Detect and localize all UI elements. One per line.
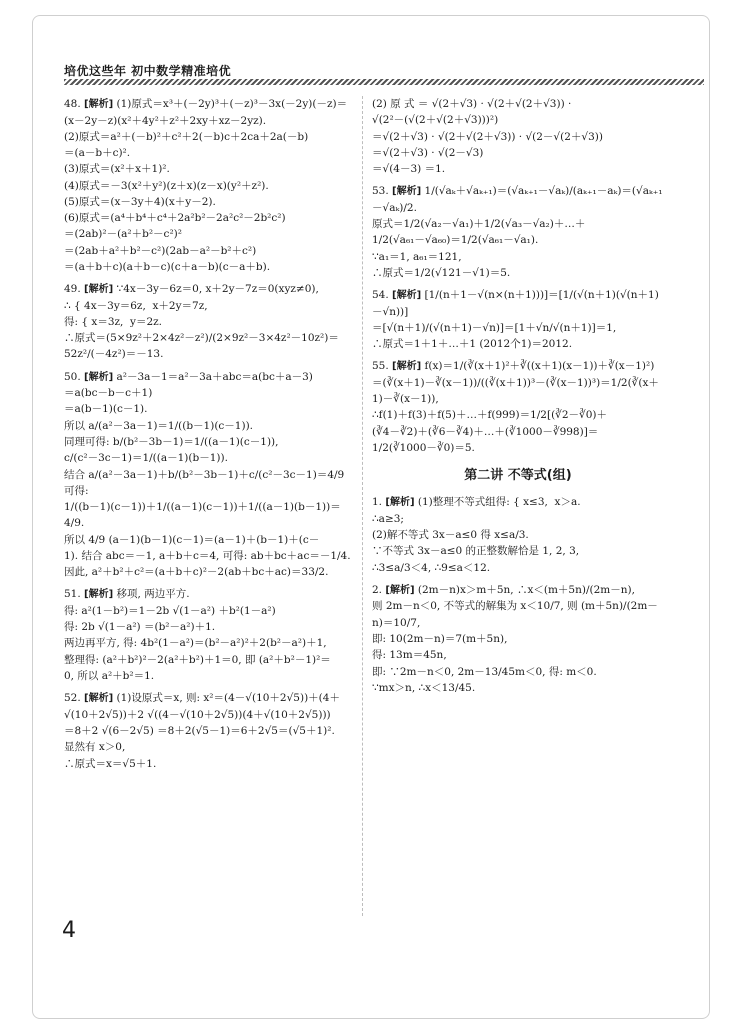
solution-line bbox=[64, 450, 354, 466]
solution-line bbox=[372, 582, 664, 599]
solution-line bbox=[64, 385, 354, 401]
solution-line bbox=[64, 723, 354, 739]
solution-line bbox=[64, 210, 354, 226]
solution-text: ＝[√(n＋1)/(√(n＋1)－√n)]＝[1＋√n/√(n＋1)]＝1, bbox=[372, 321, 617, 334]
solution-text: ∴原式＝x＝√5＋1. bbox=[64, 757, 157, 770]
solution-line bbox=[64, 161, 354, 177]
solution-text: 1/2(√a₆₁－√a₆₀)＝1/2(√a₆₁－√a₁). bbox=[372, 234, 539, 247]
solution-line bbox=[64, 499, 354, 532]
solution-text: f(x)＝1/(∛(x＋1)²＋∛((x＋1)(x－1))＋∛(x－1)²) bbox=[424, 360, 655, 373]
solution-text: ∴ { 4x－3y＝6z, x＋2y＝7z, bbox=[64, 299, 208, 312]
solution-line bbox=[372, 631, 664, 647]
solution-line bbox=[372, 440, 664, 456]
solution-line bbox=[64, 467, 354, 500]
solution-line bbox=[64, 635, 354, 651]
solution-line bbox=[372, 511, 664, 527]
solution-line bbox=[64, 548, 354, 564]
solution-line bbox=[372, 598, 664, 631]
problem-52-part2 bbox=[372, 96, 664, 177]
solution-line bbox=[64, 690, 354, 707]
solution-text: √(10＋2√5))＋2 √((4－√(10＋2√5))(4＋√(10＋2√5))) bbox=[64, 708, 331, 721]
page-header bbox=[64, 62, 704, 88]
solution-text: (1)设原式＝x, 则: x²＝(4－√(10＋2√5))＋(4＋ bbox=[116, 692, 340, 705]
solution-text: ＝a(bc－b－c＋1) bbox=[64, 387, 153, 400]
solution-text: 1). 结合 abc＝－1, a＋b＋c＝4, 可得: ab＋bc＋ac＝－1/4. bbox=[64, 549, 351, 562]
solution-text: ＝(a－b＋c)². bbox=[64, 147, 131, 160]
solution-line bbox=[64, 434, 354, 450]
solution-text: (∛4－∛2)＋(∛6－∛4)＋…＋(∛1000－∛998)]＝ bbox=[372, 425, 599, 438]
solution-line bbox=[372, 161, 664, 177]
solution-line bbox=[64, 113, 354, 129]
solution-line bbox=[64, 369, 354, 386]
solution-text: 原式＝1/2(√a₂－√a₁)＋1/2(√a₃－√a₂)＋…＋ bbox=[372, 218, 586, 231]
solution-line bbox=[372, 664, 664, 680]
solution-line bbox=[372, 216, 664, 232]
solution-line bbox=[372, 494, 664, 511]
solution-line bbox=[64, 564, 354, 580]
problem-number: 48. bbox=[64, 98, 81, 110]
solution-line bbox=[372, 527, 664, 543]
analysis-tag: [解析] bbox=[385, 584, 415, 596]
problem-52 bbox=[64, 690, 354, 772]
solution-line bbox=[64, 259, 354, 275]
problem-number: 1. bbox=[372, 496, 383, 509]
solution-text: ∴原式＝1/2(√121－√1)＝5. bbox=[372, 266, 511, 279]
solution-line bbox=[64, 619, 354, 635]
analysis-tag: [解析] bbox=[84, 284, 114, 296]
problem-number: 52. bbox=[64, 692, 81, 705]
solution-line bbox=[372, 265, 664, 281]
solution-line bbox=[64, 707, 354, 723]
solution-line bbox=[64, 298, 354, 314]
analysis-tag: [解析] bbox=[385, 497, 415, 509]
solution-line bbox=[372, 375, 664, 408]
problem-number: 54. bbox=[372, 289, 389, 302]
solution-text: (2) 原 式 ＝ √(2＋√3) · √(2＋√(2＋√3)) · bbox=[372, 98, 572, 110]
solution-line bbox=[64, 603, 354, 619]
solution-line bbox=[372, 336, 664, 352]
problem-number: 49. bbox=[64, 283, 81, 296]
solution-line bbox=[64, 281, 354, 298]
problem-number: 51. bbox=[64, 588, 81, 601]
solution-text: ＝(2ab)²－(a²＋b²－c²)² bbox=[64, 228, 182, 241]
problem-number: 50. bbox=[64, 370, 81, 383]
problem-number: 2. bbox=[372, 583, 383, 596]
problem-49 bbox=[64, 281, 354, 363]
solution-line bbox=[64, 96, 354, 113]
analysis-tag: [解析] bbox=[392, 361, 422, 373]
analysis-tag: [解析] bbox=[84, 693, 114, 705]
solution-text: (3)原式＝(x²＋x＋1)². bbox=[64, 163, 170, 176]
solution-text: 0, 所以 a²＋b²＝1. bbox=[64, 669, 155, 682]
solution-line bbox=[64, 401, 354, 417]
solution-text: 结合 a/(a²－3a－1)＋b/(b²－3b－1)＋c/(c²－3c－1)＝4/9 可得: bbox=[64, 468, 348, 497]
solution-line bbox=[372, 424, 664, 440]
solution-text: 得: 13m＝45n, bbox=[372, 649, 447, 662]
problem-53 bbox=[372, 183, 664, 281]
solution-line bbox=[64, 418, 354, 434]
solution-text: (x－2y－z)(x²＋4y²＋z²＋2xy＋xz－2yz). bbox=[64, 114, 267, 127]
solution-line bbox=[64, 178, 354, 194]
solution-text: ＝√(2＋√3) · √(2＋√(2＋√3)) · √(2－√(2＋√3)) bbox=[372, 130, 603, 143]
solution-text: 移项, 两边平方. bbox=[116, 588, 190, 601]
solution-text: ∴原式＝(5×9z²＋2×4z²－z²)/(2×9z²－3×4z²－10z²)＝52z²/(－4z²)＝－13. bbox=[64, 332, 339, 361]
inequality-problem-1 bbox=[372, 494, 664, 576]
solution-line bbox=[372, 358, 664, 375]
solution-line bbox=[64, 314, 354, 330]
solution-line bbox=[64, 226, 354, 242]
analysis-tag: [解析] bbox=[84, 589, 114, 601]
problem-number: 55. bbox=[372, 360, 389, 373]
solution-text: (6)原式＝(a⁴＋b⁴＋c⁴＋2a²b²－2a²c²－2b²c²) bbox=[64, 212, 286, 225]
solution-text: (5)原式＝(x－3y＋4)(x＋y－2). bbox=[64, 195, 216, 208]
solution-line bbox=[372, 129, 664, 145]
solution-text: 则 2m－n＜0, 不等式的解集为 x＜10/7, 则 (m＋5n)/(2m－n)＝10/7, bbox=[372, 600, 658, 629]
section-title: 第二讲 不等式(组) bbox=[464, 468, 572, 484]
analysis-tag: [解析] bbox=[392, 290, 422, 302]
solution-text: (2m－n)x＞m＋5n, ∴x＜(m＋5n)/(2m－n), bbox=[417, 583, 635, 596]
solution-line bbox=[64, 652, 354, 668]
solution-line bbox=[372, 320, 664, 336]
analysis-tag: [解析] bbox=[392, 186, 422, 198]
solution-text: 整理得: (a²＋b²)²－2(a²＋b²)＋1＝0, 即 (a²＋b²－1)²＝ bbox=[64, 653, 331, 666]
problem-55 bbox=[372, 358, 664, 456]
analysis-tag: [解析] bbox=[84, 99, 114, 110]
solution-text: 即: ∵2m－n＜0, 2m－13/45m＜0, 得: m＜0. bbox=[372, 665, 597, 678]
solution-line bbox=[372, 647, 664, 663]
solution-text: 得: { x＝3z, y＝2z. bbox=[64, 315, 163, 328]
solution-text: ∵4x－3y－6z＝0, x＋2y－7z＝0(xyz≠0), bbox=[116, 283, 319, 296]
header-hatch-rule bbox=[64, 79, 704, 85]
solution-text: (4)原式＝－3(x²＋y²)(z＋x)(z－x)(y²＋z²). bbox=[64, 179, 269, 192]
solution-text: (2)解不等式 3x－a≤0 得 x≤a/3. bbox=[372, 529, 529, 542]
inequality-problem-2 bbox=[372, 582, 664, 696]
solution-line bbox=[372, 249, 664, 265]
solution-line bbox=[372, 560, 664, 576]
solution-line bbox=[64, 668, 354, 684]
solution-line bbox=[64, 532, 354, 548]
solution-text: (1)整理不等式组得: { x≤3, x＞a. bbox=[417, 496, 581, 509]
solution-line bbox=[372, 96, 664, 112]
solution-text: ∵mx＞n, ∴x＜13/45. bbox=[372, 681, 476, 694]
solution-line bbox=[64, 330, 354, 363]
solution-text: ＝√(2＋√3) · √(2－√3) bbox=[372, 146, 484, 159]
left-column bbox=[64, 96, 354, 778]
solution-text: (2)原式＝a²＋(－b)²＋c²＋2(－b)c＋2ca＋2a(－b) bbox=[64, 130, 309, 143]
solution-text: ＝(2ab＋a²＋b²－c²)(2ab－a²－b²＋c²) bbox=[64, 244, 257, 257]
solution-line bbox=[372, 232, 664, 248]
solution-line bbox=[372, 183, 664, 216]
solution-line bbox=[64, 129, 354, 145]
solution-text: 得: a²(1－b²)＝1－2b √(1－a²) ＋b²(1－a²) bbox=[64, 604, 276, 617]
problem-50 bbox=[64, 369, 354, 581]
solution-line bbox=[372, 145, 664, 161]
solution-text: 因此, a²＋b²＋c²＝(a＋b＋c)²－2(ab＋bc＋ac)＝33/2. bbox=[64, 566, 329, 579]
solution-text: a²－3a－1＝a²－3a＋abc＝a(bc＋a－3) bbox=[116, 370, 313, 383]
solution-line bbox=[64, 145, 354, 161]
solution-text: 两边再平方, 得: 4b²(1－a²)＝(b²－a²)²＋2(b²－a²)＋1, bbox=[64, 637, 327, 650]
solution-text: 1/(√aₖ＋√aₖ₊₁)＝(√aₖ₊₁－√aₖ)/(aₖ₊₁－aₖ)＝(√aₖ₊₁－√aₖ)/2. bbox=[372, 185, 663, 214]
header-title: 培优这些年 初中数学精准培优 bbox=[64, 64, 232, 78]
right-column bbox=[372, 96, 664, 702]
solution-text: 显然有 x＞0, bbox=[64, 741, 126, 754]
problem-48 bbox=[64, 96, 354, 275]
solution-text: ＝(a＋b＋c)(a＋b－c)(c＋a－b)(c－a＋b). bbox=[64, 260, 271, 273]
solution-text: 同理可得: b/(b²－3b－1)＝1/((a－1)(c－1)), bbox=[64, 436, 279, 449]
solution-text: 1/2(∛1000－∛0)＝5. bbox=[372, 442, 475, 455]
solution-line bbox=[64, 586, 354, 603]
solution-text: 所以 a/(a²－3a－1)＝1/((b－1)(c－1)). bbox=[64, 419, 254, 432]
solution-text: (1)原式＝x³＋(－2y)³＋(－z)³－3x(－2y)(－z)＝ bbox=[116, 98, 348, 110]
solution-text: ＝8＋2 √(6－2√5) ＝8＋2(√5－1)＝6＋2√5＝(√5＋1)². bbox=[64, 725, 335, 737]
solution-text: ∴f(1)＋f(3)＋f(5)＋…＋f(999)＝1/2[(∛2－∛0)＋ bbox=[372, 409, 608, 422]
column-divider bbox=[362, 96, 363, 916]
solution-line bbox=[372, 287, 664, 320]
solution-line bbox=[372, 407, 664, 423]
problem-number: 53. bbox=[372, 185, 389, 198]
problem-54 bbox=[372, 287, 664, 352]
analysis-tag: [解析] bbox=[84, 371, 114, 383]
solution-text: ＝√(4－3) ＝1. bbox=[372, 163, 446, 176]
solution-text: 所以 4/9 (a－1)(b－1)(c－1)＝(a－1)＋(b－1)＋(c－ bbox=[64, 533, 320, 546]
solution-text: ∵a₁＝1, a₆₁＝121, bbox=[372, 250, 462, 263]
problem-51 bbox=[64, 586, 354, 684]
solution-text: c/(c²－3c－1)＝1/((a－1)(b－1)). bbox=[64, 452, 228, 465]
solution-text: √(2²－(√(2＋√(2＋√3)))²) bbox=[372, 114, 499, 127]
solution-text: ∴a≥3; bbox=[372, 512, 404, 525]
solution-line bbox=[372, 680, 664, 696]
solution-text: 得: 2b √(1－a²) ＝(b²－a²)＋1. bbox=[64, 621, 216, 634]
solution-text: [1/(n＋1－√(n×(n＋1)))]＝[1/(√(n＋1)(√(n＋1)－√n))] bbox=[372, 289, 659, 318]
solution-line bbox=[64, 756, 354, 772]
solution-text: 1/((b－1)(c－1))＋1/((a－1)(c－1))＋1/((a－1)(b－1))＝4/9. bbox=[64, 501, 341, 530]
solution-line bbox=[372, 543, 664, 559]
solution-line bbox=[64, 739, 354, 755]
solution-line bbox=[64, 194, 354, 210]
solution-text: ＝(∛(x＋1)－∛(x－1))/((∛(x＋1))³－(∛(x－1))³)＝1/2(∛(x＋1)－∛(x－1)), bbox=[372, 376, 659, 406]
solution-line bbox=[64, 243, 354, 259]
page-number: 4 bbox=[62, 918, 76, 943]
solution-text: ∵不等式 3x－a≤0 的正整数解恰是 1, 2, 3, bbox=[372, 545, 580, 558]
solution-line bbox=[372, 112, 664, 128]
solution-text: ∴原式＝1＋1＋…＋1 (2012个1)＝2012. bbox=[372, 338, 573, 351]
solution-text: ∴3≤a/3＜4, ∴9≤a＜12. bbox=[372, 561, 491, 574]
solution-text: ＝a(b－1)(c－1). bbox=[64, 403, 148, 416]
solution-text: 即: 10(2m－n)＝7(m＋5n), bbox=[372, 633, 508, 646]
